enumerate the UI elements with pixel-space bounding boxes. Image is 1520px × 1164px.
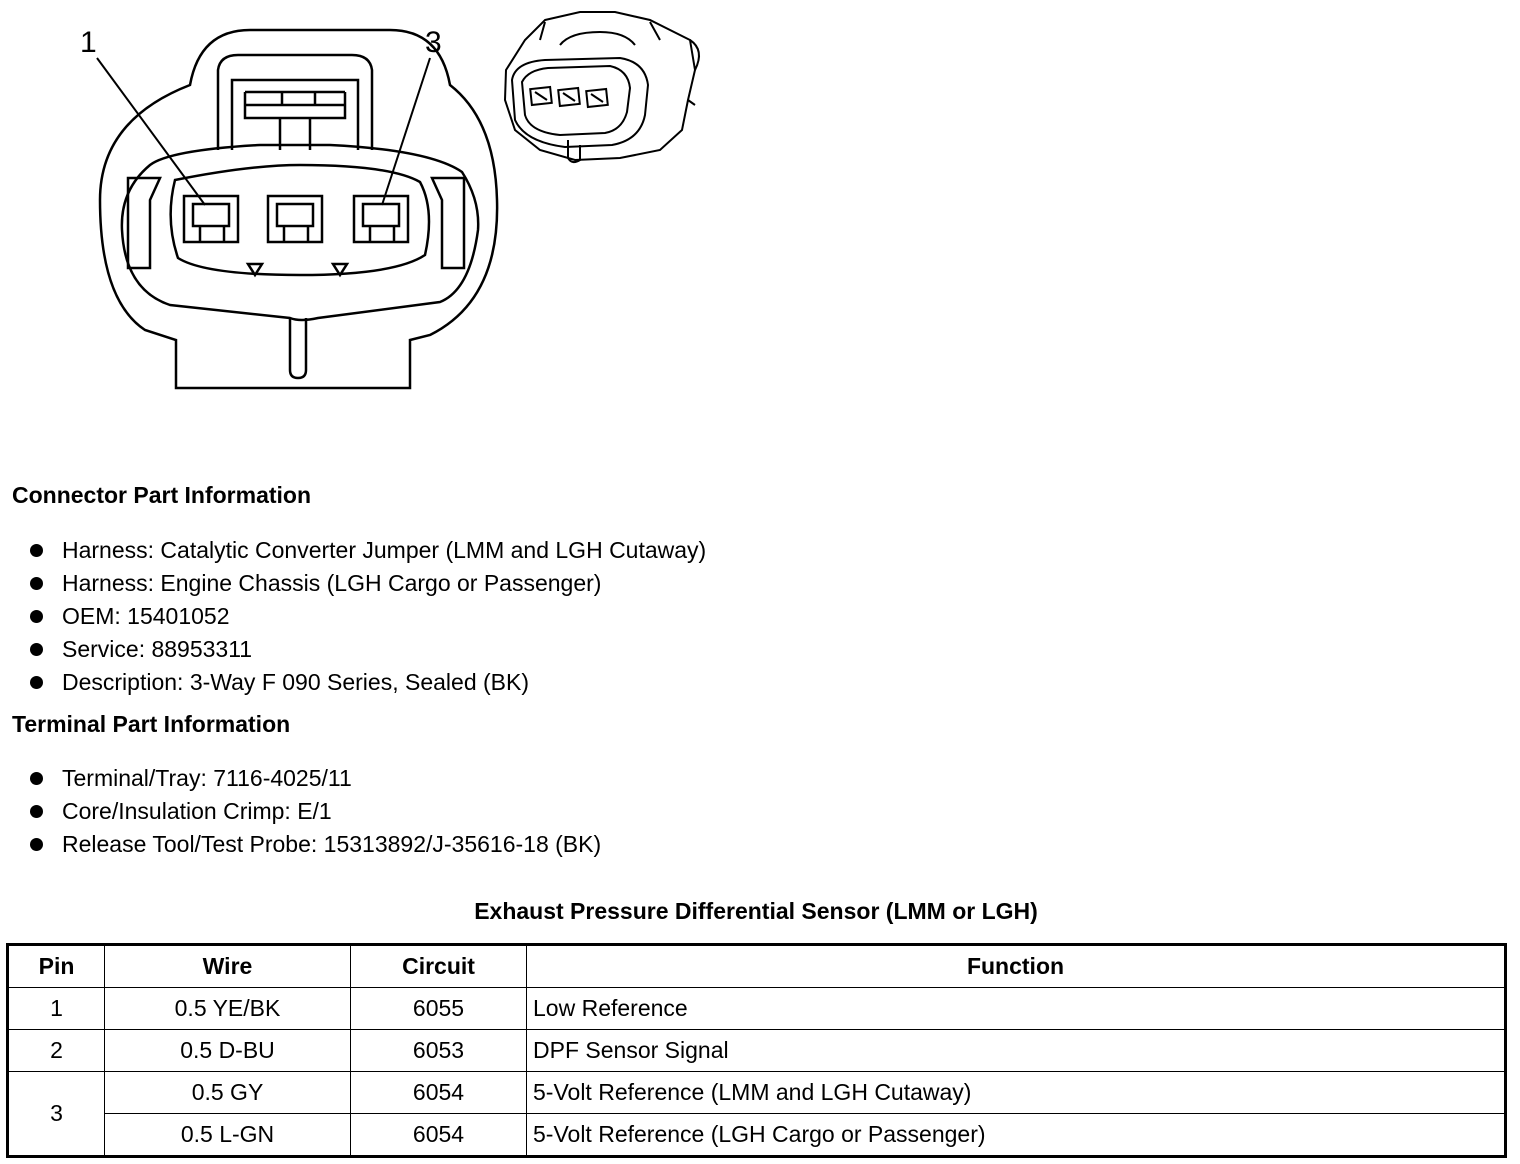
list-item: OEM: 15401052 [28, 600, 706, 633]
cell-function: 5-Volt Reference (LGH Cargo or Passenger) [527, 1114, 1506, 1157]
connector-isometric-view [505, 12, 699, 162]
cell-circuit: 6054 [351, 1072, 527, 1114]
cell-pin: 2 [8, 1030, 105, 1072]
list-item: Harness: Engine Chassis (LGH Cargo or Passenger) [28, 567, 706, 600]
table-header-row [8, 945, 1506, 988]
table-row [8, 1030, 1506, 1072]
cell-circuit: 6054 [351, 1114, 527, 1157]
table-row [8, 1072, 1506, 1114]
table-caption: Exhaust Pressure Differential Sensor (LMM or LGH) [474, 898, 1038, 924]
header-wire: Wire [105, 945, 351, 988]
cell-function: DPF Sensor Signal [527, 1030, 1506, 1072]
header-pin: Pin [8, 945, 105, 988]
list-item: Service: 88953311 [28, 633, 706, 666]
connector-diagram [0, 0, 760, 420]
cell-wire: 0.5 D-BU [105, 1030, 351, 1072]
list-item: Harness: Catalytic Converter Jumper (LMM and LGH Cutaway) [28, 534, 706, 567]
pin-table [6, 943, 1507, 1158]
header-function: Function [527, 945, 1506, 988]
cell-wire: 0.5 YE/BK [105, 988, 351, 1030]
table-row [8, 988, 1506, 1030]
connector-part-info-list [28, 534, 706, 699]
callout-pin-3: 3 [425, 26, 442, 59]
cell-circuit: 6055 [351, 988, 527, 1030]
list-item: Core/Insulation Crimp: E/1 [28, 795, 601, 828]
list-item: Description: 3-Way F 090 Series, Sealed (BK) [28, 666, 706, 699]
cell-wire: 0.5 GY [105, 1072, 351, 1114]
cell-pin: 1 [8, 988, 105, 1030]
callout-pin-1: 1 [80, 26, 97, 59]
header-circuit: Circuit [351, 945, 527, 988]
list-item: Terminal/Tray: 7116-4025/11 [28, 762, 601, 795]
cell-wire: 0.5 L-GN [105, 1114, 351, 1157]
cell-function: Low Reference [527, 988, 1506, 1030]
terminal-part-info-heading: Terminal Part Information [12, 711, 291, 737]
cell-pin: 3 [8, 1072, 105, 1157]
cell-circuit: 6053 [351, 1030, 527, 1072]
connector-face-view [97, 30, 497, 388]
list-item: Release Tool/Test Probe: 15313892/J-35616-18 (BK) [28, 828, 601, 861]
cell-function: 5-Volt Reference (LMM and LGH Cutaway) [527, 1072, 1506, 1114]
terminal-part-info-list [28, 762, 601, 861]
table-row [8, 1114, 1506, 1157]
connector-part-info-heading: Connector Part Information [12, 482, 312, 508]
